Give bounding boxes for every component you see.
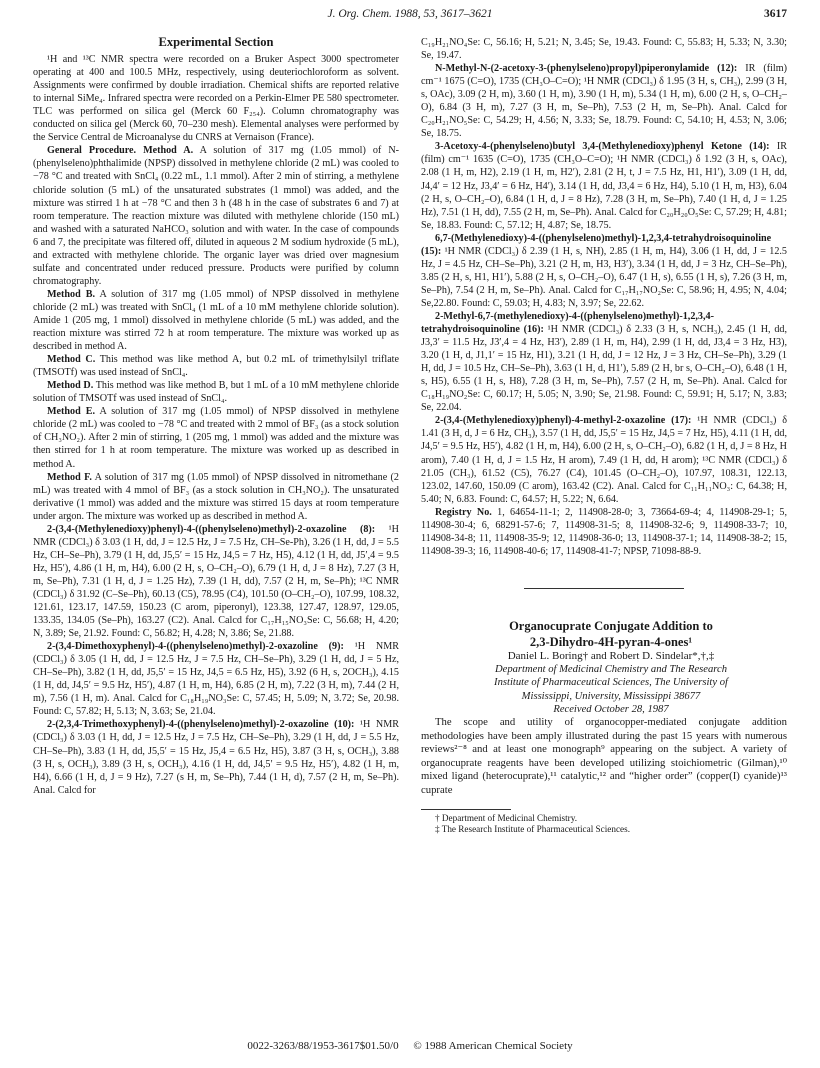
right-column xyxy=(421,36,787,836)
affiliation-line: Department of Medicinal Chemistry and The Research xyxy=(494,663,728,675)
page-footer xyxy=(0,1040,820,1052)
compound-name: 6,7-(Methylenedioxy)-4-((phenylseleno)methyl)-1,2,3,4-tetrahydroisoquinoline (15): xyxy=(421,232,772,257)
compound-entry xyxy=(421,62,787,140)
compound-name: 2-(3,4-(Methylenedioxy)phenyl)-4-methyl-2-oxazoline (17): xyxy=(435,415,692,427)
received-date: Received October 28, 1987 xyxy=(553,704,669,716)
compound-entry xyxy=(33,640,399,718)
method-paragraph xyxy=(33,405,399,470)
affiliation-line: Institute of Pharmaceutical Sciences, The University of xyxy=(494,677,728,689)
compound-name: 2-(3,4-(Methylenedioxy)phenyl)-4-((phenylseleno)methyl)-2-oxazoline (8): xyxy=(47,523,376,535)
compound-data: IR (film) cm⁻¹ 1675 (C=O), 1735 (CH₃O–C=O); ¹H NMR (CDCl₃) δ 1.95 (3 H, s, CH₃), 2.99 (3 H, s, OAc), 3.09 (2 H, m), 3.60 (1 H, m), 3.90 (1 H, m), 5.34 (1 H, m), 6.00 (2 H, s, O–CH₂–O), 6.84 (3 H, m), 7.27 (3 H, m, Se–Ph), 7.53 (2 H, m, Se–Ph). Anal. Calcd for C₂₀H₂₁NO₅Se: C, 54.29; H, 4.56; N, 3.33; Se, 18.79. Found: C, 54.10; H, 4.53; N, 3.06; Se, 18.75. xyxy=(421,63,787,140)
method-paragraph xyxy=(33,379,399,405)
registry-text: 1, 64654-11-1; 2, 114908-28-0; 3, 73664-69-4; 4, 114908-29-1; 5, 114908-30-4; 6, 68291-57-6; 7, 114908-31-5; 8, 114908-32-6; 9, 114908-33-7; 10, 114908-34-8; 11, 114908-35-9; 12, 114908-36-0; 13, 114908-37-1; 14, 114908-38-2; 15, 114908-39-3; 16, 114908-40-6; 17, 114908-41-7; NPSP, 71098-88-9. xyxy=(421,506,787,557)
continuation-text: C₁₉H₂₁NO₄Se: C, 56.16; H, 5.21; N, 3.45; Se, 19.43. Found: C, 55.83; H, 5.33; N, 3.30; Se, 19.47. xyxy=(421,37,787,62)
method-label: Method E. xyxy=(47,406,96,418)
compound-data: IR (film) cm⁻¹ 1635 (C=O), 1735 (CH₃O–C=O); ¹H NMR (CDCl₃) δ 1.92 (3 H, s, OAc), 2.08 (1 H, m, H2), 2.19 (1 H, m, H2′), 2.81 (2 H, t, J = 7.5 Hz, H1, H1′), 3.09 (1 H, dd, J4,4′ = 12 Hz, J3,4′ = 6 Hz, H4′), 3.14 (1 H, dd, J3,4 = 6 Hz, H4), 5.10 (1 H, m, H3), 6.04 (2 H, s, O–CH₂–O), 6.84 (1 H, d, J = 8 Hz), 7.28 (3 H, m, Se–Ph), 7.40 (1 H, d, J = 1.25 Hz), 7.51 (1 H, dd), 7.55 (2 H, m, Se–Ph). Anal. Calcd for C₂₀H₂₀O₅Se: C, 57.29; H, 4.81; Se, 18.83. Found: C, 57.12; H, 4.87; Se, 18.75. xyxy=(421,141,787,231)
article-divider xyxy=(524,588,684,589)
method-text: A solution of 317 mg (1.05 mmol) of NPSP dissolved in methylene chloride (2 mL) was treated with SnCl₄ (1 mL of a 10 mM methylene chloride solution). Amide 1 (205 mg, 1 mmol) dissolved in methylene chloride (5 mL) was added, and the reaction mixture was stirred 72 h at room temperature. The mixture was worked up as described in method A. xyxy=(33,288,400,353)
compound-name: 2-(2,3,4-Trimethoxyphenyl)-4-((phenylseleno)methyl)-2-oxazoline (10): xyxy=(47,719,355,731)
method-paragraph xyxy=(33,144,399,288)
compound-data: ¹H NMR (CDCl₃) δ 3.03 (1 H, dd, J = 12.5 Hz, J = 7.5 Hz, CH–Se-Ph), 3.26 (1 H, dd, J = 5.5 Hz, CH–Se–Ph), 3.79 (1 H, dd, J5,5′ = 15 Hz, J4,5 = 7 Hz, H5), 4.12 (1 H, dd, J5′,4 = 9.5 Hz, H5′), 4.86 (1 H, m, H4), 6.00 (2 H, s, O–CH₂–O), 6.79 (1 H, d, J = 8 Hz), 7.27 (3 H, m, Se–Ph), 7.31 (1 H, d, J = 1.25 Hz), 7.39 (1 H, dd), 7.57 (2 H, m, Se–Ph); ¹³C NMR (CDCl₃) δ 31.92 (C–Se–Ph), 60.13 (C5), 78.95 (C4), 101.50 (O–CH₂–O), 107.99, 108.32, 121.61, 123.17, 147.59, 150.23 (C arom, piperonyl), 123.38, 127.47, 128.97, 129.05, 133.35, 134.05 (Se–Ph), 163.27 (C2). Anal. Calcd for C₁₇H₁₅NO₃Se: C, 56.68; H, 4.20; N, 3.89; Se, 21.92. Found: C, 56.82; H, 4.28; N, 3.86; Se, 21.88. xyxy=(33,523,399,640)
compound-name: 2-(3,4-Dimethoxyphenyl)-4-((phenylseleno)methyl)-2-oxazoline (9): xyxy=(47,641,344,653)
method-label: Method D. xyxy=(47,380,94,392)
method-text: A solution of 317 mg (1.05 mmol) of NPSP dissolved in methylene chloride (2 mL) was cooled to −78 °C and treated with 2 mmol of BF₃ (as a stock solution of CH₃NO₂). After 2 min of stirring, 1 (205 mg, 1 mmol) was added and the mixture was then stirred for 1 h at room temperature. The mixture was worked up as described in method A. xyxy=(33,406,400,470)
compound-entry xyxy=(421,232,787,310)
copyright-notice: © 1988 American Chemical Society xyxy=(413,1040,573,1052)
article-code: 0022-3263/88/1953-3617$01.50/0 xyxy=(247,1040,399,1052)
registry-label: Registry No. xyxy=(435,506,492,518)
method-text: A solution of 317 mg (1.05 mmol) of NPSP dissolved in nitromethane (2 mL) was treated with 4 mmol of BF₃ (as a stock solution in CH₃NO₂). The unsaturated derivative (1 mmol) was added and the mixture was stirred 15 days at room temperature under argon. The mixture was worked up as described in method A. xyxy=(33,471,399,522)
running-header xyxy=(33,8,787,28)
compound-name: 3-Acetoxy-4-(phenylseleno)butyl 3,4-(Methylenedioxy)phenyl Ketone (14): xyxy=(435,141,770,153)
compound-data: ¹H NMR (CDCl₃) δ 3.05 (1 H, dd, J = 12.5 Hz, J = 7.5 Hz, CH–Se–Ph), 3.29 (1 H, dd, J = 5 Hz, CH–Se–Ph), 3.82 (1 H, dd, J5,5′ = 15 Hz, J4,5 = 6.5 Hz, H5), 3.92 (6 H, s, 2OCH₃), 4.15 (1 H, dd, J4,5′ = 9.5 Hz, H5′), 4.87 (1 H, m, H4), 6.85 (2 H, m), 7.22 (3 H, m), 7.44 (2 H, m), 7.56 (1 H, m). Anal. Calcd for C₁₈H₁₉NO₃Se: C, 57.45; H, 5.09; N, 3.72; Se, 20.98. Found: C, 57.82; H, 5.13; N, 3.63; Se, 21.04. xyxy=(33,641,399,718)
method-label: Method C. xyxy=(47,354,96,366)
compound-name: 2-Methyl-6,7-(methylenedioxy)-4-((phenylseleno)methyl)-1,2,3,4-tetrahydroisoquinoline (16): xyxy=(421,310,714,336)
affiliation-line: Mississippi, University, Mississippi 38677 xyxy=(521,690,701,702)
footnote: ‡ The Research Institute of Pharmaceutical Sciences. xyxy=(435,824,630,835)
compound-data: ¹H NMR (CDCl₃) δ 2.39 (1 H, s, NH), 2.85 (1 H, m, H4), 3.06 (1 H, dd, J = 12.5 Hz, J = 4.5 Hz, CH–Se–Ph), 3.21 (2 H, m, H3, H3′), 3.34 (1 H, dd, J = 3 Hz, CH–Se–Ph), 3.85 (2 H, s, H1, H1′), 5.88 (2 H, s, O–CH₂–O), 6.47 (1 H, s), 6.55 (1 H, s), 7.26 (3 H, m, Se–Ph), 7.54 (2 H, m, Se–Ph). Anal. Calcd for C₁₇H₁₇NO₂Se: C, 58.96; H, 4.95; N, 4.04; Se,22.80. Found: C, 59.03; H, 4.83; N, 3.97; Se, 22.62. xyxy=(421,245,787,309)
article-authors: Daniel L. Boring† and Robert D. Sindelar*,†,‡ xyxy=(507,649,715,662)
method-text: This method was like method A, but 0.2 mL of trimethylsilyl triflate (TMSOTf) was used instead of SnCl₄. xyxy=(33,354,399,379)
article-title-line: 2,3-Dihydro-4H-pyran-4-ones¹ xyxy=(529,634,693,649)
article-title-line: Organocuprate Conjugate Addition to xyxy=(509,618,713,633)
method-label: Method F. xyxy=(47,471,92,483)
method-label: Method B. xyxy=(47,288,96,300)
method-label: General Procedure. Method A. xyxy=(47,145,194,157)
compound-entry xyxy=(421,414,787,505)
method-text: A solution of 317 mg (1.05 mmol) of N-(phenylseleno)phthalimide (NPSP) dissolved in methylene chloride (2 mL) was cooled to −78 °C and treated with SnCl₄ (0.22 mL, 1.1 mmol). After 2 min of stirring, a methylene chloride solution (5 mL) of the unsaturated substrates (1 mmol) was added, and the mixture was stirred 1 h at −78 °C and then 3 h (48 h in the case of substrates 6 and 7) at room temperature. The reaction mixture was diluted with methylene chloride (150 mL) and washed with a saturated NaHCO₃ solution and with water. In the case of compounds 6 and 7, the precipitate was filtered off, diluted in aqueous 2 M sodium hydroxide (5 mL), and extracted with methylene chloride. The organic layer was dried over magnesium sulfate and concentrated under reduced pressure. Products were purified by column chromatography. xyxy=(33,145,399,287)
journal-citation: J. Org. Chem. 1988, 53, 3617–3621 xyxy=(327,8,493,20)
left-column xyxy=(33,36,399,797)
compound-data: ¹H NMR (CDCl₃) δ 2.33 (3 H, s, NCH₃), 2.45 (1 H, dd, J3,3′ = 11.5 Hz, J3′,4 = 4 Hz, H3′), 2.89 (1 H, m, H4), 2.99 (1 H, dd, J3,4 = 3 Hz, H3), 3.20 (1 H, d, J1,1′ = 15 Hz, H1), 3.21 (1 H, dd, J = 12 Hz, J = 3 Hz, CH–Se–Ph), 3.29 (1 H, dd, J = 10.5 Hz, CH–Se–Ph), 3.63 (1 H, d, H1′), 5.89 (2 H, br s, O–CH₂–O), 6.48 (1 H, s, H5), 6.55 (1 H, s, H8), 7.28 (3 H, m, Se–Ph), 7.57 (2 H, m, Se–Ph). Anal. Calcd for C₁₈H₁₉NO₂Se: C, 60.17; H, 5.05; N, 3.90; Se, 21.98. Found: C, 59.91; H, 5.17; N, 3.83; Se, 22.04. xyxy=(421,324,787,414)
compound-entry xyxy=(421,310,787,414)
section-heading: Experimental Section xyxy=(158,35,274,49)
compound-entry xyxy=(33,718,399,796)
intro-paragraph: ¹H and ¹³C NMR spectra were recorded on a Bruker Aspect 3000 spectrometer operating at 400 and 100.5 MHz, respectively, using deuteriochloroform as solvent. Assignments were confirmed by double irradiation. Chemical shifts are reported relative to internal SiMe₄. Infrared spectra were recorded on a Perkin-Elmer PE 580 spectrometer. TLC was performed on silica gel (Merck 60 F₂₅₄). Column chromatography was conducted on silica gel (Merck 60, 70–230 mesh). Elemental analyses were performed by the Service Central de Microanalyse du CNRS at Vernaison (France). xyxy=(33,54,399,144)
footnote-divider xyxy=(421,809,511,810)
compound-data: ¹H NMR (CDCl₃) δ 3.03 (1 H, dd, J = 12.5 Hz, J = 7.5 Hz, CH–Se–Ph), 3.29 (1 H, dd, J = 5.5 Hz, CH–Se–Ph), 3.83 (1 H, dd, J5,5′ = 15 Hz, J5,4 = 6.5 Hz, H5), 3.87 (3 H, s, OCH₃), 3.88 (3 H, s, OCH₃), 3.89 (3 H, s, OCH₃), 4.16 (1 H, dd, J4,5′ = 9.5 Hz, H5′), 4.82 (1 H, m, H4), 6.66 (1 H, d, J = 9 Hz), 7.27 (s H, m, Se–Ph), 7.44 (1 H, d), 7.57 (2 H, m, Se–Ph). Anal. Calcd for xyxy=(33,719,400,796)
compound-entry xyxy=(421,140,787,231)
method-paragraph xyxy=(33,353,399,379)
compound-data: ¹H NMR (CDCl₃) δ 1.41 (3 H, d, J = 6 Hz, CH₃), 3.57 (1 H, dd, J5,5′ = 15 Hz, J4,5 = 7 Hz, H5), 4.11 (1 H, dd, J4,5′ = 9.5 Hz, H5′), 4.82 (1 H, m, H4), 6.00 (2 H, s, O–CH₂–O), 6.82 (1 H, d, J = 8 Hz, H arom), 7.40 (1 H, d, J = 1.5 Hz, H arom), 7.49 (1 H, dd, H arom); ¹³C NMR (CDCl₃) δ 21.05 (CH₃), 61.52 (C5), 76.27 (C4), 101.45 (O–CH₂–O), 107.97, 108.31, 122.13, 123.02, 147.60, 150.09 (C arom), 163.42 (C2). Anal. Calcd for C₁₁H₁₁NO₃: C, 64.38; H, 5.40; N, 6.83. Found: C, 64.57; H, 5.22; N, 6.64. xyxy=(421,415,788,505)
article-lead-paragraph: The scope and utility of organocopper-mediated conjugate addition methodologies have been amply illustrated during the past 15 years with numerous reviews²⁻⁸ and at least one monograph⁹ appearing on the subject. A variety of organocuprate reagents have been developed utilizing stoichiometric (Gilman),¹⁰ mixed ligand (heterocuprate),¹¹ catalytic,¹² and “higher order” (copper(I) cyanide)¹³ cuprate xyxy=(421,716,787,796)
method-text: This method was like method B, but 1 mL of a 10 mM methylene chloride solution of TMSOTf was used instead of SnCl₄. xyxy=(33,380,400,405)
method-paragraph xyxy=(33,288,399,353)
registry-numbers xyxy=(421,506,787,558)
page-number: 3617 xyxy=(764,8,787,20)
footnote: † Department of Medicinal Chemistry. xyxy=(435,812,578,823)
compound-name: N-Methyl-N-(2-acetoxy-3-(phenylseleno)propyl)piperonylamide (12): xyxy=(435,63,738,75)
method-paragraph xyxy=(33,471,399,523)
compound-entry xyxy=(33,523,399,640)
